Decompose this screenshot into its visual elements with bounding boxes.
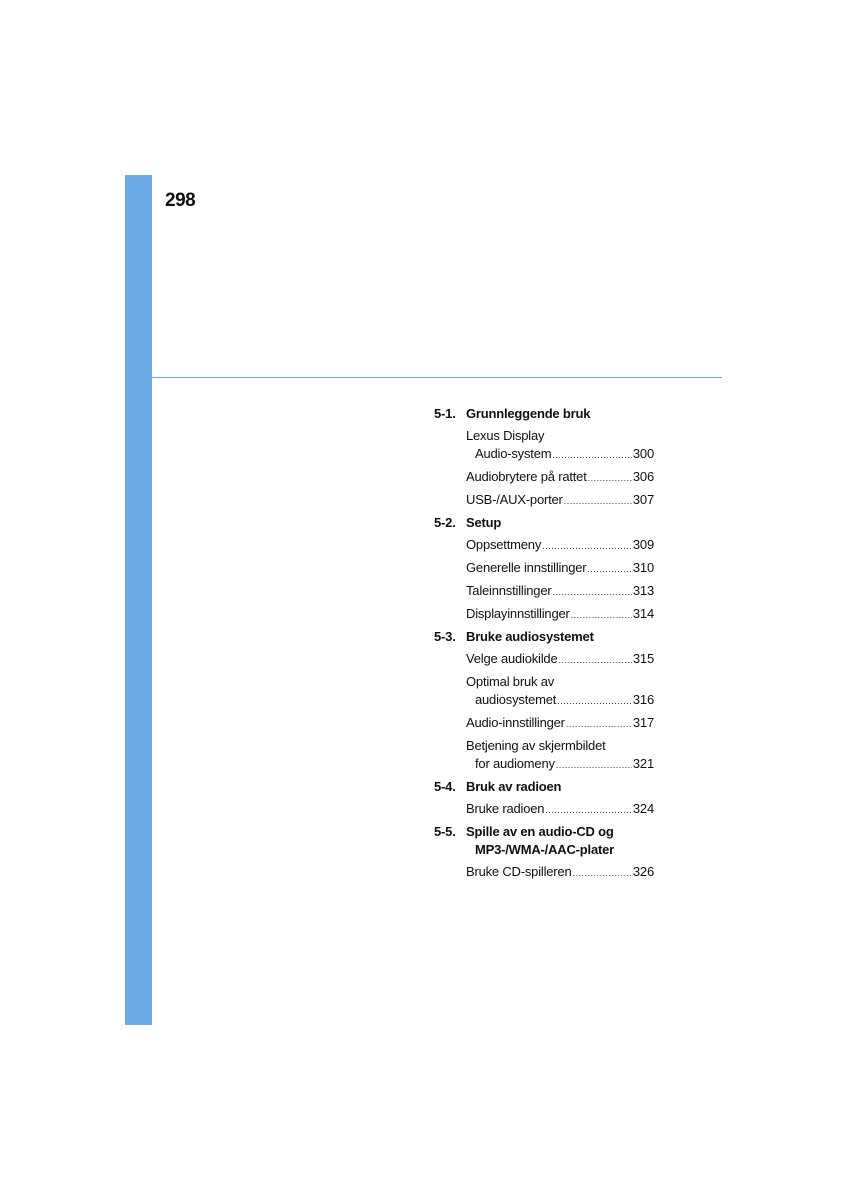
toc-section-number: 5-5. <box>434 824 456 839</box>
toc-section-number: 5-3. <box>434 629 456 644</box>
toc-section-title <box>466 514 654 532</box>
toc-section-title-line: Bruke audiosystemet <box>466 629 594 644</box>
toc-section <box>434 823 654 882</box>
toc-dot-leader <box>566 715 632 733</box>
toc-entry-page-number: 326 <box>632 864 654 879</box>
page-number: 298 <box>165 190 196 211</box>
toc-entry-title: for audiomeny <box>475 756 555 771</box>
toc-section <box>434 628 654 774</box>
toc-entry-row <box>466 691 654 710</box>
toc-entry[interactable] <box>466 536 654 555</box>
toc-entry-page-number: 309 <box>632 537 654 552</box>
toc-entry-title-line: Optimal bruk av <box>466 674 555 689</box>
toc-section-title <box>466 405 654 423</box>
toc-entry[interactable] <box>466 650 654 669</box>
toc-dot-leader <box>571 606 632 624</box>
toc-entry-row <box>466 755 654 774</box>
toc-section-number: 5-4. <box>434 779 456 794</box>
toc-entry-page-number: 313 <box>632 583 654 598</box>
toc-entry-page-number: 300 <box>632 446 654 461</box>
toc-entry-title-line: Betjening av skjermbildet <box>466 738 606 753</box>
toc-entry-row <box>466 536 654 555</box>
toc-entry[interactable] <box>466 863 654 882</box>
toc-entry-title: Velge audiokilde <box>466 651 558 666</box>
toc-entry-title: Audio-innstillinger <box>466 715 565 730</box>
toc-entry-title: Bruke CD-spilleren <box>466 864 572 879</box>
toc-entry-title-line: Lexus Display <box>466 428 545 443</box>
toc-entry-row <box>466 800 654 819</box>
toc-entry-list <box>434 796 654 819</box>
toc-entry[interactable] <box>466 800 654 819</box>
toc-entry-title: USB-/AUX-porter <box>466 492 563 507</box>
toc-section-title <box>466 823 654 859</box>
toc-entry-page-number: 317 <box>632 715 654 730</box>
toc-entry-title: Oppsettmeny <box>466 537 542 552</box>
toc-entry-page-number: 307 <box>632 492 654 507</box>
toc-section-title-line: MP3-/WMA-/AAC-plater <box>475 842 614 857</box>
toc-section-title-line: Bruk av radioen <box>466 779 562 794</box>
toc-entry-list <box>434 646 654 774</box>
toc-entry[interactable] <box>466 468 654 487</box>
toc-entry-row <box>466 863 654 882</box>
toc-entry-row <box>466 559 654 578</box>
toc-section-title-line: Spille av en audio-CD og <box>466 824 614 839</box>
toc-section <box>434 514 654 624</box>
toc-entry[interactable] <box>466 714 654 733</box>
toc-entry[interactable] <box>466 427 654 464</box>
toc-section-heading[interactable] <box>434 514 654 532</box>
toc-section-heading[interactable] <box>434 823 654 859</box>
toc-section-title-line: Setup <box>466 515 502 530</box>
toc-section <box>434 778 654 819</box>
toc-entry-title: Audiobrytere på rattet <box>466 469 587 484</box>
toc-dot-leader <box>573 864 632 882</box>
toc-entry-title: Displayinnstillinger <box>466 606 570 621</box>
toc-entry[interactable] <box>466 737 654 774</box>
toc-dot-leader <box>564 492 632 510</box>
toc-entry-page-number: 306 <box>632 469 654 484</box>
table-of-contents <box>434 405 654 886</box>
toc-entry-page-number: 321 <box>632 756 654 771</box>
toc-section-title-line: Grunnleggende bruk <box>466 406 591 421</box>
toc-section-title <box>466 778 654 796</box>
toc-entry-page-number: 310 <box>632 560 654 575</box>
toc-dot-leader <box>545 801 632 819</box>
toc-entry-title: Taleinnstillinger <box>466 583 552 598</box>
toc-entry-page-number: 316 <box>632 692 654 707</box>
toc-entry-row <box>466 650 654 669</box>
side-color-band <box>125 175 152 1025</box>
toc-dot-leader <box>587 560 631 578</box>
toc-dot-leader <box>552 446 632 464</box>
toc-dot-leader <box>588 469 632 487</box>
toc-section-heading[interactable] <box>434 778 654 796</box>
toc-section-heading[interactable] <box>434 405 654 423</box>
toc-entry[interactable] <box>466 673 654 710</box>
toc-section-heading[interactable] <box>434 628 654 646</box>
toc-entry[interactable] <box>466 559 654 578</box>
toc-entry-list <box>434 423 654 510</box>
toc-entry-row <box>466 605 654 624</box>
toc-entry[interactable] <box>466 582 654 601</box>
toc-entry-title: Bruke radioen <box>466 801 545 816</box>
toc-entry-list <box>434 532 654 624</box>
toc-entry-row <box>466 714 654 733</box>
toc-dot-leader <box>557 692 632 710</box>
toc-dot-leader <box>556 756 632 774</box>
toc-entry-page-number: 314 <box>632 606 654 621</box>
toc-section-number: 5-1. <box>434 406 456 421</box>
toc-entry-row <box>466 468 654 487</box>
toc-section <box>434 405 654 510</box>
toc-entry-title: audiosystemet <box>475 692 557 707</box>
toc-entry-row <box>466 582 654 601</box>
toc-entry-row <box>466 491 654 510</box>
toc-entry[interactable] <box>466 491 654 510</box>
header-divider <box>152 377 722 378</box>
toc-section-title <box>466 628 654 646</box>
toc-dot-leader <box>552 583 631 601</box>
toc-dot-leader <box>542 537 632 555</box>
toc-entry-title: Generelle innstillinger <box>466 560 587 575</box>
toc-entry-page-number: 315 <box>632 651 654 666</box>
toc-entry-list <box>434 859 654 882</box>
toc-section-number: 5-2. <box>434 515 456 530</box>
toc-entry-page-number: 324 <box>632 801 654 816</box>
toc-dot-leader <box>559 651 632 669</box>
toc-entry-title: Audio-system <box>475 446 552 461</box>
toc-entry[interactable] <box>466 605 654 624</box>
toc-entry-row <box>466 445 654 464</box>
